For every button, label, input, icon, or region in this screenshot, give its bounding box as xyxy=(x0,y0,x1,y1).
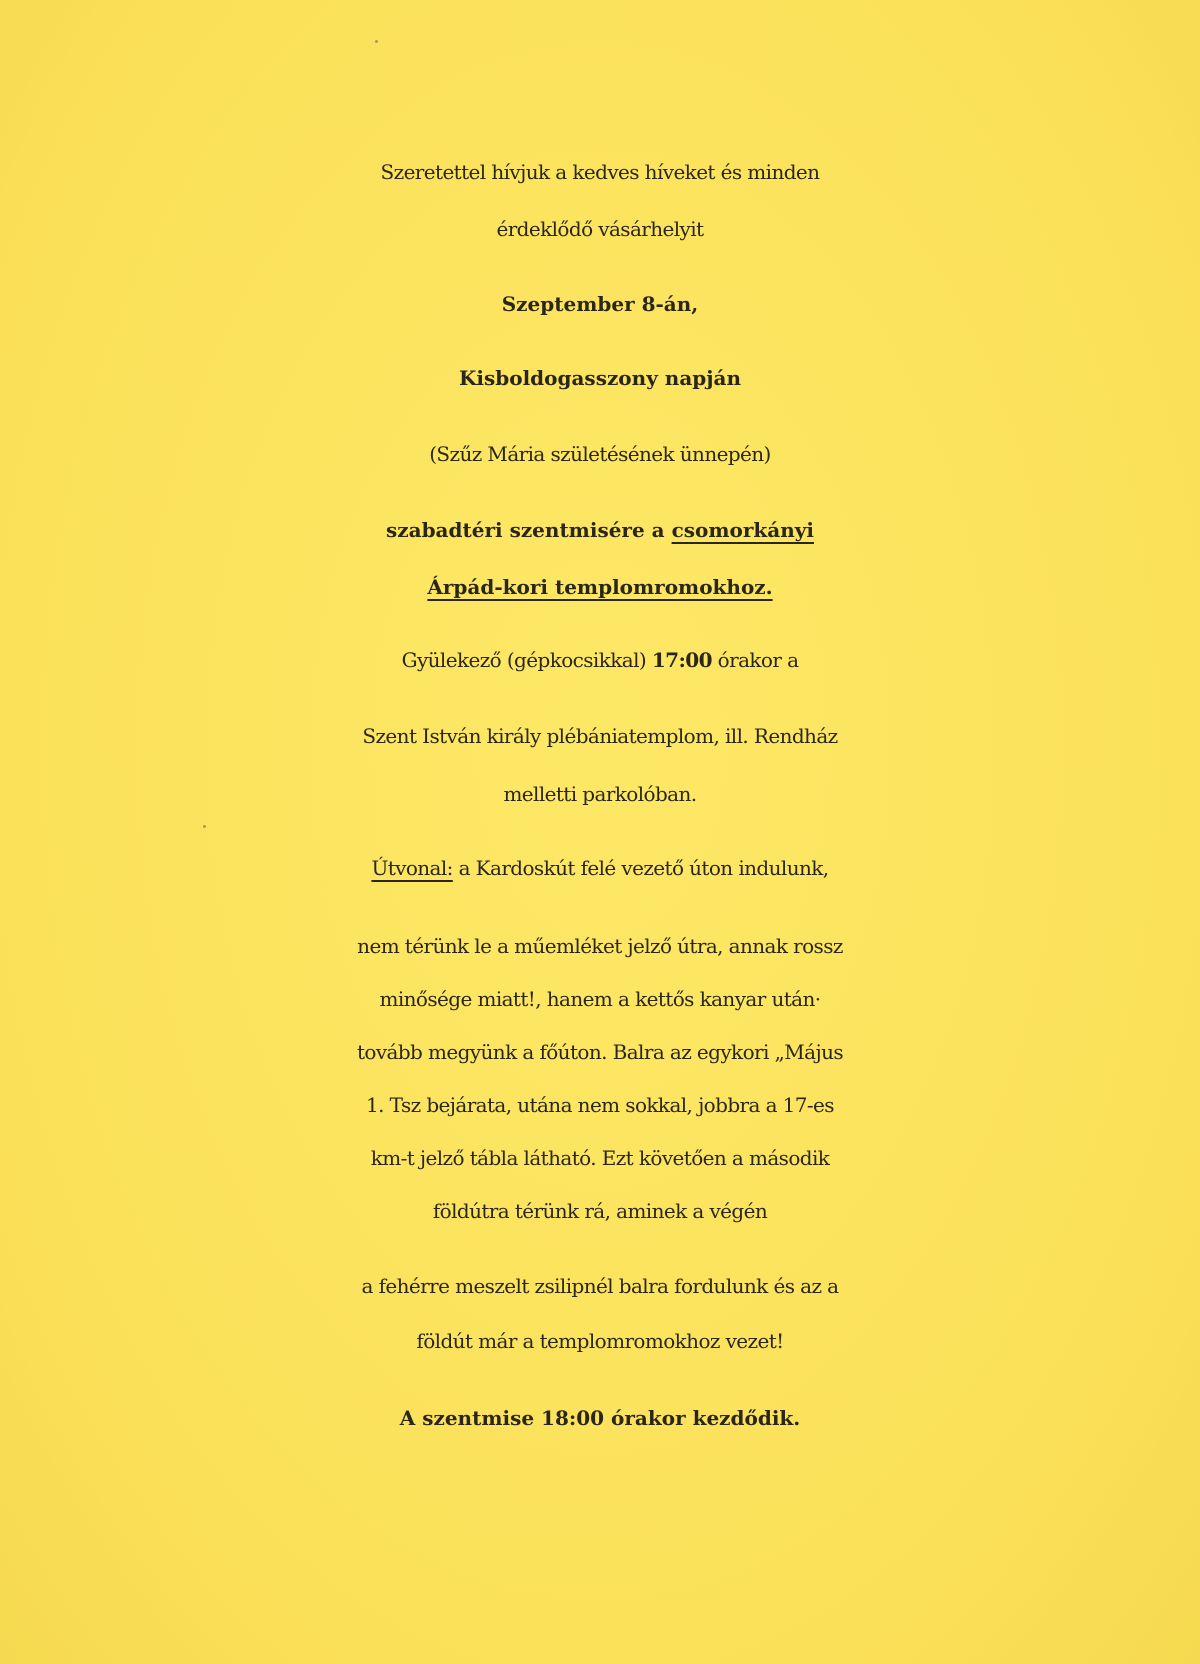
route-line-3: minősége miatt!, hanem a kettős kanyar után· xyxy=(379,987,821,1011)
paper-speck xyxy=(375,40,378,43)
gathering-suffix: órakor a xyxy=(711,648,799,672)
gathering-time: 17:00 xyxy=(651,648,712,672)
intro-line-2: érdeklődő vásárhelyit xyxy=(496,217,704,241)
route-line-9: földút már a templomromokhoz vezet! xyxy=(416,1329,784,1353)
closing-line xyxy=(0,1392,1200,1444)
mass-place-ruins: Árpád-kori templomromokhoz. xyxy=(427,575,773,599)
gathering-prefix: Gyülekező (gépkocsikkal) xyxy=(401,648,652,672)
route-label: Útvonal: xyxy=(371,856,453,880)
mass-line-1 xyxy=(0,504,1200,556)
route-line-1-rest: a Kardoskút felé vezető úton indulunk, xyxy=(452,856,829,880)
route-line-7: földútra térünk rá, aminek a végén xyxy=(432,1199,768,1223)
closing-suffix: órakor kezdődik. xyxy=(604,1406,801,1430)
closing-time: 18:00 xyxy=(541,1406,605,1430)
route-line-1 xyxy=(0,842,1200,894)
closing-prefix: A szentmise xyxy=(399,1406,542,1430)
feast-name: Kisboldogasszony napján xyxy=(459,366,741,390)
route-line-6: km-t jelző tábla látható. Ezt követően a második xyxy=(370,1146,830,1170)
location-line-2: melletti parkolóban. xyxy=(503,782,697,806)
location-line-1: Szent István király plébániatemplom, ill. Rendház xyxy=(362,724,838,748)
route-line-4: tovább megyünk a főúton. Balra az egykori „Május xyxy=(356,1040,844,1064)
route-line-2: nem térünk le a műemléket jelző útra, annak rossz xyxy=(357,934,843,958)
event-date: Szeptember 8-án, xyxy=(501,292,699,316)
mass-place-village: csomorkányi xyxy=(671,518,814,542)
mass-line-1-prefix: szabadtéri szentmisére a xyxy=(386,518,672,542)
route-line-5: 1. Tsz bejárata, utána nem sokkal, jobbra a 17-es xyxy=(366,1093,834,1117)
gathering-line xyxy=(0,634,1200,686)
mass-line-2 xyxy=(0,561,1200,613)
intro-line-1: Szeretettel hívjuk a kedves híveket és minden xyxy=(380,160,820,184)
feast-note: (Szűz Mária születésének ünnepén) xyxy=(429,442,771,466)
route-line-8: a fehérre meszelt zsilipnél balra fordulunk és az a xyxy=(361,1274,839,1298)
paper-speck xyxy=(203,825,206,828)
